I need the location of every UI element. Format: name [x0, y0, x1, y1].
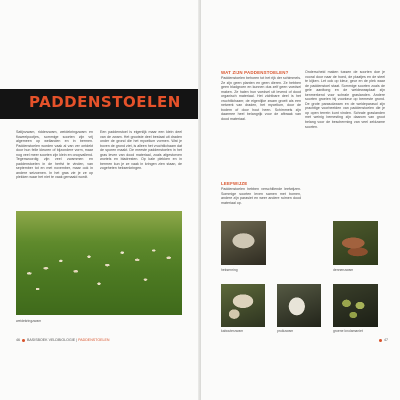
mushroom-caption-5: groene knolamaniet — [333, 329, 363, 333]
mushroom-caption-1: heksenring — [221, 268, 238, 272]
chapter-title: PADDENSTOELEN — [29, 93, 181, 111]
left-footer — [16, 338, 110, 342]
mushroom-photo-5 — [333, 284, 378, 327]
grass-photo-caption: weidekringzwam — [16, 319, 42, 323]
right-footer — [378, 338, 388, 342]
left-body-column-2: Een paddenstoel is eigenlijk maar een klein deel van de zwam. Het grootste deel bestaat uit draden onder de grond die het mycelium vormen. Wat je boven de grond ziet, is alleen het vruchtlichaam dat de sporen maakt. De meeste paddenstoelen in het gras leven van dood materiaal, zoals afgestorven wortels en bladresten. Op kale plekken en in bermen kun je ze vaak in kringen zien staan, de zogeheten heksenkringen. — [100, 130, 182, 171]
left-body-column-1: Satijnzwam, ridderzwam, weidekringzwam en fluweelpootjes, sommige soorten zijn vrij algemeen op weilanden en in bermen. Paddenstoelen worden vaak al van ver ontdekt door hun felle kleuren of bijzondere vorm, maar nog veel meer soorten zijn klein en onopvallend. Tegenwoordig zijn veel zwammen en paddenstoelen in de herfst te vinden, van september tot en met november, maar ook in andere seizoenen. In het gras zie je ze op plekken waar het niet te vaak gemaaid wordt. — [16, 130, 93, 180]
mushroom-photo-2 — [333, 221, 378, 265]
folio-dot-icon — [22, 339, 25, 342]
folio-dot-icon-right — [379, 339, 382, 342]
mushroom-caption-3: kabouterzwam — [221, 329, 244, 333]
chapter-banner — [0, 89, 200, 119]
mushroom-photo-3 — [221, 284, 265, 327]
grass-mushroom-photo — [16, 211, 182, 315]
section-name: PADDENSTOELEN — [78, 338, 110, 342]
right-body-column-1b: Paddenstoelen hebben verschillende leefwijzen. Sommige soorten leven samen met bomen, andere zijn parasiet en weer andere ruimen dood materiaal op. — [221, 187, 301, 205]
mushroom-photo-1 — [221, 221, 266, 265]
right-body-column-2: Onderscheid maken tussen de soorten doe je vooral door naar de hoed, de plaatjes en de steel te kijken. Let ook op kleur, geur en de plek waar de paddenstoel staat. Sommige soorten zoals de gele aardtong en de weidewasplaat zijn kenmerkend voor schrale graslanden. Andere soorten groeien bij voorkeur op bemeste grond. De grote parasolzwam en de weideparasol zijn prachtige voorbeelden van paddenstoelen die je op open terrein kunt vinden. Schrale graslanden met weinig bemesting zijn daarom van groot belang voor de bescherming van veel zeldzame soorten. — [305, 70, 385, 129]
book-title: BASISBOEK VELDBIOLOGIE — [27, 338, 76, 342]
heading-lifestyle: LEEFWIJZE — [221, 181, 248, 186]
right-page-number: 47 — [384, 338, 388, 342]
heading-what-are-mushrooms: WAT ZIJN PADDENSTOELEN? — [221, 70, 289, 75]
mushroom-caption-4: pruikzwam — [277, 329, 294, 333]
footer-separator: | — [76, 338, 78, 342]
left-page-number: 46 — [16, 338, 20, 342]
right-page — [201, 0, 400, 400]
mushroom-caption-2: dennenzwam — [333, 268, 354, 272]
right-body-column-1: Paddenstoelen behoren tot het rijk der schimmels. Ze zijn geen planten en geen dieren. Ze hebben geen bladgroen en kunnen dus zelf geen voedsel maken. Ze halen hun voedsel uit levend of dood organisch materiaal. Het zichtbare deel is het vruchtlichaam; de eigenlijke zwam groeit als een netwerk van draden, het mycelium, door de bodem of door hout heen. Schimmels zijn daarmee heel belangrijk voor de afbraak van dood materiaal. — [221, 76, 301, 121]
mushroom-photo-4 — [277, 284, 321, 327]
